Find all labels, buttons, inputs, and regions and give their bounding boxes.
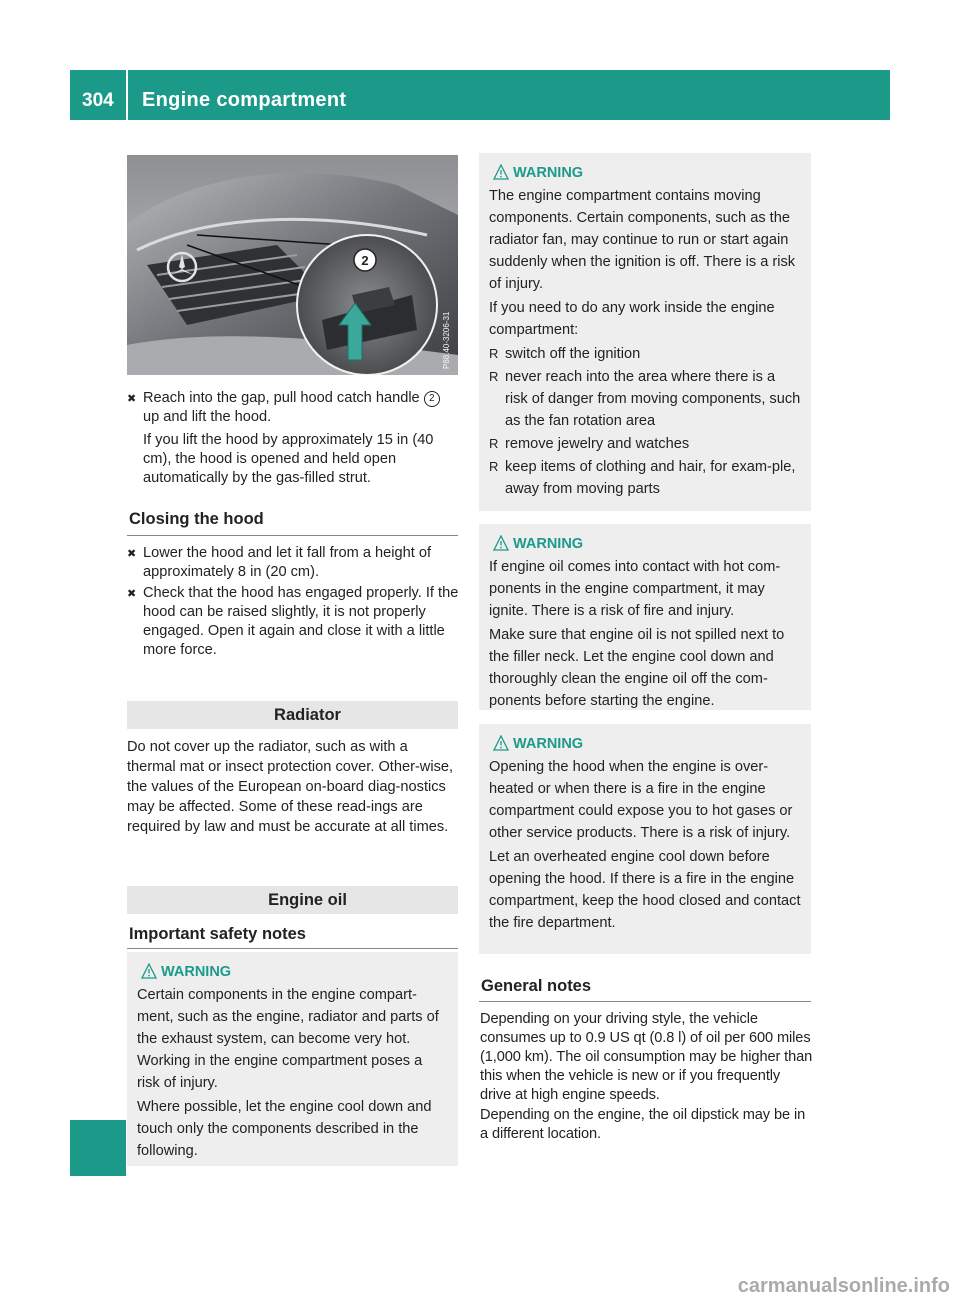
- bullet-icon: R: [489, 346, 499, 361]
- closing-hood-heading: Closing the hood: [129, 510, 264, 528]
- step1-note: If you lift the hood by approximately 15 in (40 cm), the hood is opened and held open automatically by the gas-filled strut.: [143, 432, 434, 486]
- warning-text: Make sure that engine oil is not spilled next to the filler neck. Let the engine cool down and thoroughly clean the engine oil off the com-ponents before starting the engine.: [489, 627, 785, 709]
- general-notes-heading: General notes: [481, 977, 592, 995]
- closing-step-1: ✖ Lower the hood and let it fall from a height of approximately 8 in (20 cm).: [127, 545, 431, 580]
- hood-photo-illustration: [127, 155, 458, 375]
- heading-rule: [479, 1001, 811, 1002]
- page-title: Engine compartment: [142, 89, 347, 111]
- safety-notes-heading: Important safety notes: [129, 925, 306, 943]
- page-number: 304: [82, 90, 114, 111]
- hood-catch-photo: [127, 155, 458, 375]
- warning-box-moving-parts: [479, 153, 811, 511]
- warning-bullet: R switch off the ignition: [489, 343, 801, 365]
- closing-step-2: ✖ Check that the hood has engaged properly. If the hood can be raised slightly, it is not properly engaged. Open it again and close it with a little more force.: [127, 585, 459, 658]
- warning-text: Certain components in the engine compart-ment, such as the engine, radiator and parts of the exhaust system, can become very hot. Working in the engine compartment poses a risk of injury.: [137, 987, 439, 1091]
- radiator-text: Do not cover up the radiator, such as with a thermal mat or insect protection cover. Other-wise, the values of the European on-board diag-nostics may be affected. Some of these read-ings are required by law and must be accurate at all times.: [127, 739, 454, 835]
- open-hood-step: [127, 389, 459, 488]
- warning-text: If you need to do any work inside the engine compartment:: [489, 300, 775, 338]
- warning-text: The engine compartment contains moving components. Certain components, such as the radiator fan, may continue to run or start again suddenly when the ignition is off. There is a risk of injury.: [489, 188, 796, 292]
- bullet-icon: R: [489, 436, 499, 451]
- general-notes-text-2: Depending on the engine, the oil dipstick may be in a different location.: [480, 1107, 806, 1142]
- warning-text: Opening the hood when the engine is over-heated or when there is a fire in the engine compartment could expose you to hot gases or other service products. There is a risk of injury.: [489, 759, 793, 841]
- page-header: [70, 70, 890, 120]
- radiator-heading: Radiator: [274, 706, 341, 724]
- warning-triangle-icon: [493, 164, 509, 180]
- side-tab: [70, 120, 126, 1182]
- warning-triangle-icon: [493, 535, 509, 551]
- warning-bullet: R never reach into the area where there is a risk of danger from moving components, such as the fan rotation area: [489, 366, 801, 432]
- heading-rule: [127, 948, 458, 949]
- warning-label: WARNING: [513, 165, 584, 181]
- heading-rule: [127, 535, 458, 536]
- warning-triangle-icon: [493, 735, 509, 751]
- engine-oil-heading: Engine oil: [268, 891, 347, 909]
- callout-number: 2: [424, 391, 440, 407]
- warning-box-oil-fire: [479, 524, 811, 710]
- figure-code: P88.40-3206-31: [442, 311, 451, 369]
- warning-bullet: R remove jewelry and watches: [489, 433, 801, 455]
- warning-label: WARNING: [161, 964, 232, 980]
- warning-text: Where possible, let the engine cool down and touch only the components described in the following.: [137, 1099, 432, 1159]
- warning-label: WARNING: [513, 736, 584, 752]
- step-arrow-icon: ✖: [127, 548, 137, 560]
- general-notes-text: Depending on your driving style, the vehicle consumes up to 0.9 US qt (0.8 l) of oil per 600 miles (1,000 km). The oil consumption may be higher than this when the vehicle is new or if you frequently drive at high engine speeds.: [480, 1011, 813, 1103]
- warning-text: If engine oil comes into contact with hot com-ponents in the engine compartment, it may ignite. There is a risk of fire and injury.: [489, 559, 781, 619]
- warning-box-overheated: [479, 724, 811, 954]
- bullet-icon: R: [489, 369, 499, 384]
- warning-triangle-icon: [141, 963, 157, 979]
- step1-text-a: Reach into the gap, pull hood catch handle: [143, 390, 420, 406]
- step-arrow-icon: ✖: [127, 393, 137, 405]
- warning-bullet: R keep items of clothing and hair, for exam-ple, away from moving parts: [489, 456, 801, 500]
- figure-callout: 2: [361, 253, 369, 268]
- warning-label: WARNING: [513, 536, 584, 552]
- step-arrow-icon: ✖: [127, 588, 137, 600]
- bullet-icon: R: [489, 459, 499, 474]
- header-divider: [126, 70, 128, 120]
- engine-oil-heading-bar: [127, 886, 458, 914]
- radiator-heading-bar: [127, 701, 458, 729]
- side-tab-block: [70, 1120, 126, 1176]
- warning-text: Let an overheated engine cool down before opening the hood. If there is a fire in the engine compartment, keep the hood closed and contact the fire department.: [489, 849, 801, 931]
- step1-text-b: up and lift the hood.: [143, 409, 272, 425]
- warning-box-hot-components: [127, 952, 458, 1166]
- footer-watermark: carmanualsonline.info: [737, 1275, 950, 1297]
